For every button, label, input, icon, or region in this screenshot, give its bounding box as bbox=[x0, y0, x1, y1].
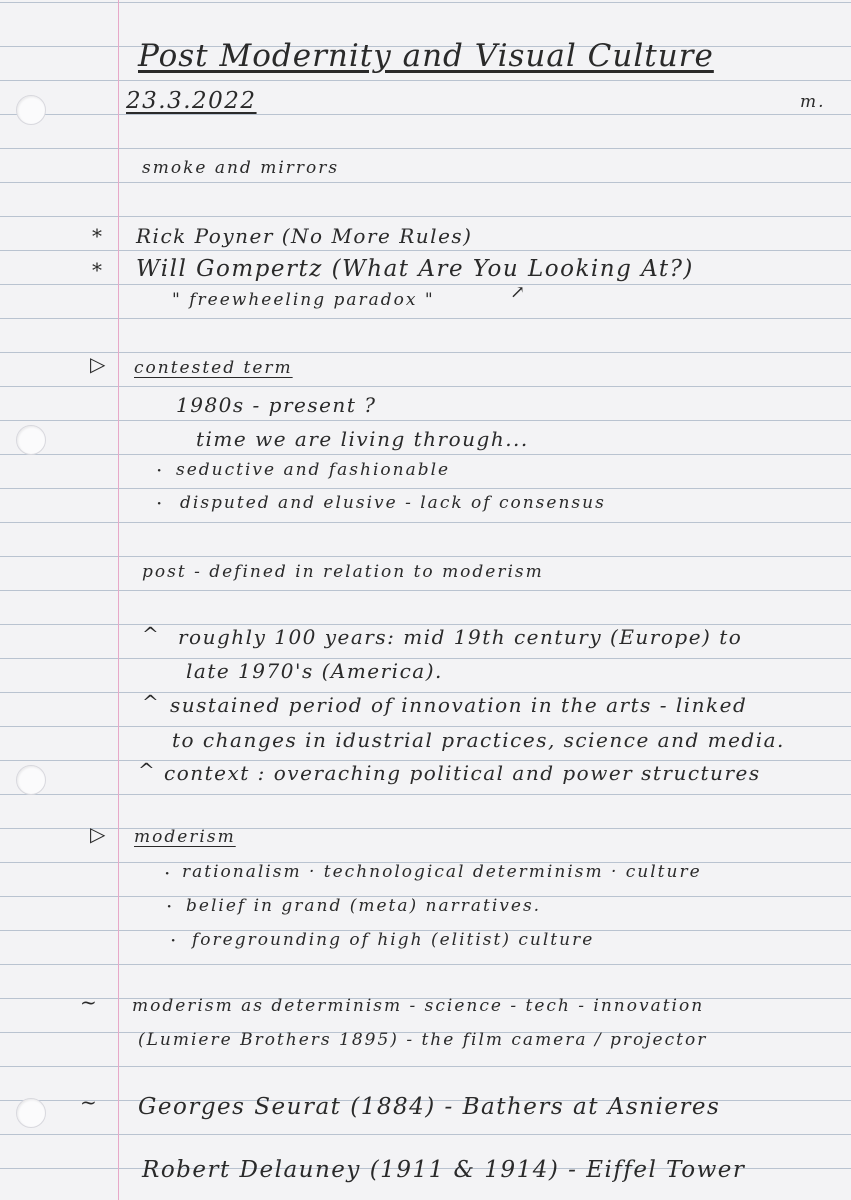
determinism-line: (Lumiere Brothers 1895) - the film camera / projector bbox=[138, 1030, 708, 1050]
intro-line: smoke and mirrors bbox=[142, 158, 340, 178]
caret-point: to changes in idustrial practices, science and media. bbox=[172, 728, 785, 752]
arrow-icon: ↗ bbox=[510, 282, 526, 303]
source-line: Rick Poyner (No More Rules) bbox=[136, 224, 473, 248]
bullet-item: belief in grand (meta) narratives. bbox=[186, 896, 542, 916]
bullet-icon: · bbox=[164, 861, 171, 885]
tilde-icon: ~ bbox=[80, 990, 97, 1014]
quote-line: " freewheeling paradox " bbox=[172, 290, 435, 310]
caret-point: roughly 100 years: mid 19th century (Europe) to bbox=[178, 625, 743, 649]
note-line: time we are living through... bbox=[196, 427, 529, 451]
caret-icon: ^ bbox=[142, 690, 159, 714]
determinism-line: moderism as determinism - science - tech - innovation bbox=[132, 996, 705, 1016]
source-line: Will Gompertz (What Are You Looking At?) bbox=[136, 256, 694, 282]
bullet-item: seductive and fashionable bbox=[176, 460, 451, 480]
punch-hole bbox=[16, 1098, 46, 1128]
page-title: Post Modernity and Visual Culture bbox=[138, 38, 714, 74]
bullet-icon: · bbox=[156, 491, 163, 515]
bullet-item: disputed and elusive - lack of consensus bbox=[180, 493, 606, 513]
punch-hole bbox=[16, 95, 46, 125]
bullet-icon: · bbox=[156, 458, 163, 482]
contested-heading: contested term bbox=[134, 358, 293, 378]
page-date: 23.3.2022 bbox=[126, 88, 257, 114]
bullet-item: foregrounding of high (elitist) culture bbox=[192, 930, 595, 950]
bullet-icon: · bbox=[170, 928, 177, 952]
modernism-heading: moderism bbox=[134, 827, 236, 847]
triangle-icon: ▷ bbox=[90, 822, 106, 846]
page-mark: m. bbox=[800, 92, 826, 112]
bullet-icon: · bbox=[166, 894, 173, 918]
margin-line bbox=[118, 0, 119, 1200]
triangle-icon: ▷ bbox=[90, 352, 106, 376]
caret-point: context : overaching political and power structures bbox=[164, 761, 761, 785]
post-line: post - defined in relation to moderism bbox=[142, 562, 544, 582]
star-icon: * bbox=[92, 258, 102, 282]
caret-point: sustained period of innovation in the arts - linked bbox=[170, 693, 748, 717]
punch-hole bbox=[16, 765, 46, 795]
tilde-icon: ~ bbox=[80, 1090, 97, 1114]
bullet-item: rationalism · technological determinism · culture bbox=[182, 862, 702, 882]
caret-point: late 1970's (America). bbox=[186, 659, 443, 683]
caret-icon: ^ bbox=[142, 622, 159, 646]
artwork-line: Georges Seurat (1884) - Bathers at Asnieres bbox=[138, 1094, 721, 1120]
note-line: 1980s - present ? bbox=[176, 393, 377, 417]
artwork-line: Robert Delauney (1911 & 1914) - Eiffel Tower bbox=[142, 1157, 746, 1183]
star-icon: * bbox=[92, 224, 102, 248]
punch-hole bbox=[16, 425, 46, 455]
caret-icon: ^ bbox=[138, 758, 155, 782]
